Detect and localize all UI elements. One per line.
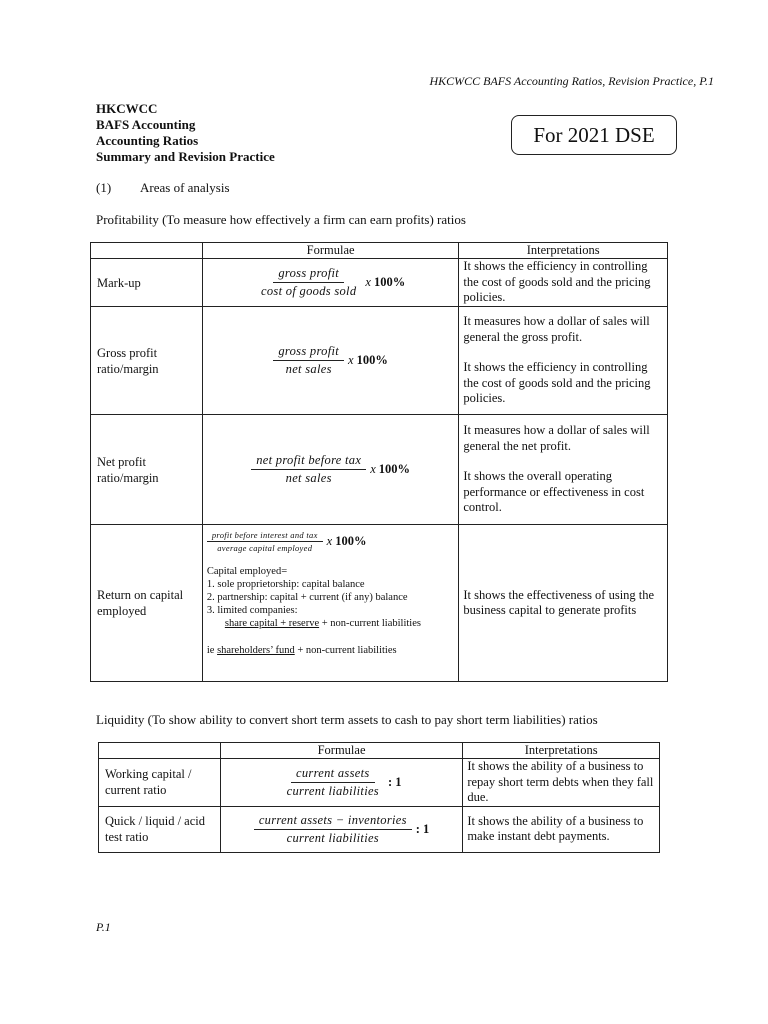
formula — [256, 266, 405, 299]
numerator: gross profit — [273, 266, 344, 283]
formula — [207, 530, 367, 553]
ratio-name: Return on capital employed — [91, 525, 203, 682]
page-number: P.1 — [96, 920, 111, 934]
fraction — [273, 344, 344, 377]
table-header-row — [91, 243, 668, 259]
interpretation-text: It shows the ability of a business to repay short term debts when they fall due. — [467, 759, 654, 804]
fraction — [251, 453, 366, 486]
interpretation-text: It shows the ability of a business to make instant debt payments. — [467, 813, 644, 843]
capital-item: 1. sole proprietorship: capital balance — [206, 579, 365, 590]
multiplier: x 100% — [365, 275, 406, 289]
table-row — [91, 525, 668, 682]
table-row — [99, 806, 660, 852]
denominator: net sales — [285, 362, 332, 376]
profitability-table — [90, 242, 668, 682]
capital-ie-line: ie shareholders’ fund + non-current liabilities — [206, 645, 397, 656]
ratio-name: Quick / liquid / acid test ratio — [99, 806, 221, 852]
numerator: current assets − inventories — [254, 813, 412, 830]
capital-employed-heading: Capital employed= — [206, 566, 288, 577]
formula — [251, 453, 410, 486]
subject-name: BAFS Accounting — [96, 117, 196, 132]
document-subtitle: Summary and Revision Practice — [96, 149, 275, 164]
ratio-interpretation — [463, 806, 660, 852]
ratio-formula — [202, 415, 459, 525]
interpretation-text: It measures how a dollar of sales will general the gross profit. — [463, 314, 650, 344]
ratio-suffix: : 1 — [415, 821, 430, 836]
running-header: HKCWCC BAFS Accounting Ratios, Revision Practice, P.1 — [429, 74, 714, 88]
numerator: gross profit — [273, 344, 344, 361]
table-row — [91, 415, 668, 525]
formula — [282, 766, 402, 799]
ratio-formula — [220, 759, 463, 807]
formula — [273, 344, 388, 377]
capital-item: 2. partnership: capital + current (if any) balance — [206, 592, 408, 603]
denominator: cost of goods sold — [261, 284, 357, 298]
exam-year-badge: For 2021 DSE — [511, 115, 677, 155]
ratio-suffix: : 1 — [387, 774, 402, 789]
ratio-name: Mark-up — [91, 259, 203, 307]
capital-item-detail: share capital + reserve + non-current liabilities — [224, 618, 421, 629]
denominator: current liabilities — [286, 783, 379, 798]
ratio-interpretation — [459, 259, 668, 307]
ratio-name: Gross profit ratio/margin — [91, 307, 203, 415]
ratio-formula — [220, 806, 463, 852]
fraction — [282, 766, 384, 799]
header-cell — [99, 743, 221, 759]
section-heading — [96, 180, 230, 196]
interpretation-text: It shows the efficiency in controlling the cost of goods sold and the pricing policies. — [463, 259, 651, 305]
ratio-interpretation — [463, 759, 660, 807]
table-row — [91, 259, 668, 307]
fraction — [256, 266, 361, 299]
multiplier: x 100% — [370, 462, 411, 476]
fraction — [254, 813, 412, 846]
liquidity-intro: Liquidity (To show ability to convert short term assets to cash to pay short term liabilities) ratios — [96, 712, 598, 727]
ratio-name: Working capital / current ratio — [99, 759, 221, 807]
table-header-row — [99, 743, 660, 759]
header-cell: Interpretations — [463, 743, 660, 759]
document-title-block — [96, 101, 275, 165]
multiplier: x 100% — [348, 353, 388, 367]
denominator: current liabilities — [286, 830, 379, 845]
header-cell — [91, 243, 203, 259]
ratio-formula — [202, 307, 459, 415]
topic-name: Accounting Ratios — [96, 133, 199, 148]
interpretation-text: It shows the effectiveness of using the business capital to generate profits — [463, 587, 655, 617]
interpretation-text: It shows the efficiency in controlling the cost of goods sold and the pricing policies. — [463, 360, 651, 406]
ratio-formula — [202, 525, 459, 682]
denominator: net sales — [285, 471, 332, 485]
ratio-interpretation — [459, 525, 668, 682]
table-row — [99, 759, 660, 807]
capital-employed-notes — [203, 565, 459, 657]
profitability-intro: Profitability (To measure how effectively a firm can earn profits) ratios — [96, 212, 466, 227]
school-name: HKCWCC — [96, 101, 158, 116]
section-number: (1) — [96, 180, 112, 195]
table-row — [91, 307, 668, 415]
interpretation-text: It shows the overall operating performance or effectiveness in cost control. — [463, 469, 645, 515]
ratio-name: Net profit ratio/margin — [91, 415, 203, 525]
ratio-formula — [202, 259, 459, 307]
multiplier: x 100% — [326, 534, 367, 548]
header-cell: Interpretations — [459, 243, 668, 259]
formula — [254, 813, 430, 846]
ratio-interpretation — [459, 307, 668, 415]
section-title: Areas of analysis — [140, 180, 230, 195]
header-cell: Formulae — [220, 743, 463, 759]
denominator: average capital employed — [217, 543, 313, 553]
header-cell: Formulae — [202, 243, 459, 259]
numerator: profit before interest and tax — [207, 530, 323, 542]
ratio-interpretation — [459, 415, 668, 525]
numerator: current assets — [291, 766, 375, 783]
fraction — [207, 530, 323, 553]
capital-item: 3. limited companies: — [206, 605, 298, 616]
liquidity-table — [98, 742, 660, 853]
interpretation-text: It measures how a dollar of sales will general the net profit. — [463, 423, 650, 453]
numerator: net profit before tax — [251, 453, 366, 470]
